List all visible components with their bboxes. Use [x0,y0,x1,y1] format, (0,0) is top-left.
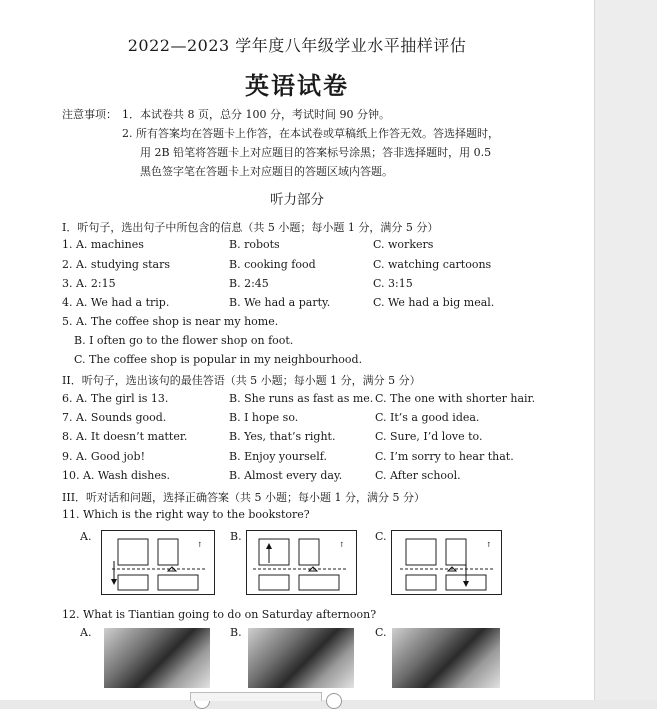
svg-text:↑: ↑ [339,541,345,549]
next-page-button[interactable] [326,693,342,709]
question-option: 2. A. studying stars [62,258,171,271]
part1-heading: I．听句子，选出句子中所包含的信息（共 5 小题；每小题 1 分，满分 5 分） [62,221,439,234]
question-option: B. We had a party. [229,296,331,309]
question-option: C. It’s a good idea. [375,411,480,424]
question-option: B. She runs as fast as me. [229,392,374,405]
scrollbar[interactable] [594,0,657,700]
question-option: B. Almost every day. [229,469,343,482]
map-figure-a [101,530,215,595]
exam-title: 2022—2023 学年度八年级学业水平抽样评估 [127,36,467,55]
activity-photo-c [392,628,500,688]
question-option: 6. A. The girl is 13. [62,392,169,405]
q5-option-a: 5. A. The coffee shop is near my home. [62,315,279,328]
question-option: 8. A. It doesn’t matter. [62,430,188,443]
question-option: B. Enjoy yourself. [229,450,327,463]
svg-text:↑: ↑ [486,541,492,549]
question-option: 10. A. Wash dishes. [62,469,171,482]
question-option: 1. A. machines [62,238,144,251]
question-option: B. I hope so. [229,411,299,424]
question-option: 7. A. Sounds good. [62,411,167,424]
question-option: C. I’m sorry to hear that. [375,450,514,463]
q11-text: 11. Which is the right way to the bookstore? [62,508,310,521]
question-option: B. robots [229,238,280,251]
q5-option-c: C. The coffee shop is popular in my neighbourhood. [74,353,363,366]
question-option: 9. A. Good job! [62,450,145,463]
question-option: B. cooking food [229,258,316,271]
activity-photo-a [104,628,210,688]
exam-subtitle: 英语试卷 [245,71,349,100]
q11-label-b: B. [230,530,242,543]
notes-line-2b: 用 2B 铅笔将答题卡上对应题目的答案标号涂黑；答非选择题时，用 0.5 [140,146,492,159]
part3-heading: III．听对话和问题，选择正确答案（共 5 小题；每小题 1 分，满分 5 分） [62,491,426,504]
q12-label-a: A. [80,626,92,639]
question-option: B. 2:45 [229,277,269,290]
question-option: C. watching cartoons [373,258,492,271]
q12-text: 12. What is Tiantian going to do on Saturday afternoon? [62,608,377,621]
svg-text:↑: ↑ [197,541,203,549]
question-option: C. workers [373,238,434,251]
question-option: B. Yes, that’s right. [229,430,336,443]
question-option: C. After school. [375,469,461,482]
map-figure-c [391,530,502,595]
q11-label-c: C. [375,530,387,543]
q12-label-c: C. [375,626,387,639]
question-option: 4. A. We had a trip. [62,296,170,309]
question-option: C. The one with shorter hair. [375,392,536,405]
question-option: C. Sure, I’d love to. [375,430,483,443]
notes-label: 注意事项： [62,108,117,121]
notes-line-1: 1．本试卷共 8 页，总分 100 分，考试时间 90 分钟。 [122,108,390,121]
q11-label-a: A. [80,530,92,543]
notes-line-2a: 2. 所有答案均在答题卡上作答，在本试卷或草稿纸上作答无效。答选择题时， [122,127,499,140]
activity-photo-b [248,628,354,688]
q12-label-b: B. [230,626,242,639]
part2-heading: II．听句子，选出该句的最佳答语（共 5 小题；每小题 1 分，满分 5 分） [62,374,421,387]
map-figure-b [246,530,357,595]
listening-section-title: 听力部分 [270,192,324,208]
q5-option-b: B. I often go to the flower shop on foot. [74,334,294,347]
question-option: 3. A. 2:15 [62,277,116,290]
notes-line-2c: 黑色签字笔在答题卡上对应题目的答题区域内答题。 [140,165,393,178]
question-option: C. 3:15 [373,277,413,290]
question-option: C. We had a big meal. [373,296,495,309]
